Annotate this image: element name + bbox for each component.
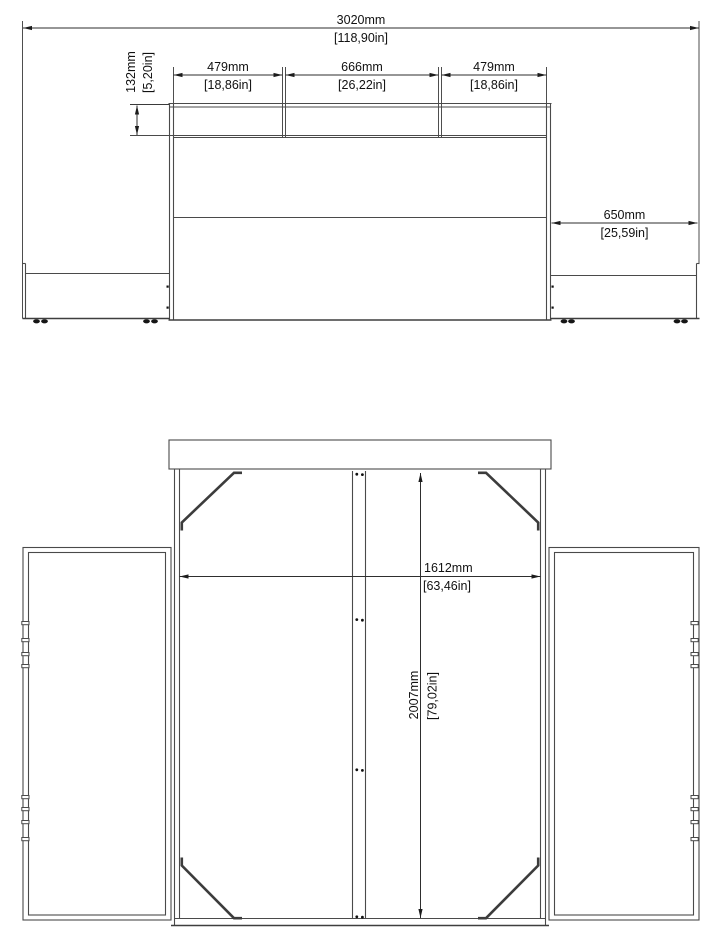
arrowhead-right: [690, 26, 699, 30]
shelf-left-mm-label: 479mm: [207, 60, 249, 74]
hinge-mark: [691, 808, 698, 811]
screw-dot: [361, 916, 364, 919]
caster-wheel: [674, 319, 681, 323]
arrowhead-left: [23, 26, 32, 30]
bed-width-in-label: [63,46in]: [423, 579, 471, 593]
left-door-panel: [22, 548, 171, 921]
door-inner-edge: [555, 553, 694, 916]
fitting-dot: [552, 286, 554, 288]
door-outer-edge: [23, 548, 171, 921]
dimension-shelf-height: [124, 51, 170, 135]
hinge-mark: [691, 622, 698, 625]
screw-dot: [355, 618, 358, 621]
screw-dot: [355, 473, 358, 476]
side-unit-in-label: [25,59in]: [600, 226, 649, 240]
front-view-closed: [23, 13, 700, 323]
fitting-dot: [552, 307, 554, 309]
arrowhead: [442, 73, 451, 77]
arrowhead: [174, 73, 183, 77]
shelf-right-in-label: [18,86in]: [470, 78, 518, 92]
corner-brace-bottom-right: [478, 858, 538, 919]
shelf-center-in-label: [26,22in]: [338, 78, 386, 92]
side-unit-mm-label: 650mm: [603, 208, 646, 222]
right-door-panel: [549, 548, 699, 921]
arrowhead-left: [552, 221, 561, 225]
hinge-mark: [22, 796, 29, 799]
screw-dot: [355, 768, 358, 771]
hinge-mark: [691, 653, 698, 656]
hinge-mark: [691, 665, 698, 668]
shelf-height-mm-label: 132mm: [124, 51, 138, 93]
corner-brace-bottom-left: [182, 858, 242, 919]
screw-dot: [361, 473, 364, 476]
arrowhead-right: [532, 574, 541, 578]
hinge-mark: [22, 838, 29, 841]
hinge-mark: [22, 821, 29, 824]
door-outer-edge: [549, 548, 699, 921]
arrowhead-left: [180, 574, 189, 578]
overall-width-mm-label: 3020mm: [336, 13, 386, 27]
caster-wheel: [143, 319, 150, 323]
caster-wheel: [41, 319, 48, 323]
left-drawer-unit: [23, 264, 170, 324]
overall-width-in-label: [118,90in]: [334, 31, 388, 45]
hinge-mark: [22, 639, 29, 642]
arrowhead-right: [689, 221, 698, 225]
hinge-mark: [22, 808, 29, 811]
hinge-mark: [22, 665, 29, 668]
hinge-mark: [22, 622, 29, 625]
dimension-bed-length: [407, 473, 440, 918]
hinge-mark: [691, 639, 698, 642]
hinge-mark: [691, 821, 698, 824]
arrowhead-down: [418, 909, 422, 918]
hinge-mark: [22, 653, 29, 656]
caster-wheel: [561, 319, 568, 323]
bed-width-mm-label: 1612mm: [424, 561, 473, 575]
shelf-height-in-label: [5,20in]: [141, 51, 155, 94]
caster-wheel: [151, 319, 158, 323]
corner-brace-top-left: [182, 473, 242, 531]
arrowhead-up: [135, 106, 139, 115]
shelf-left-in-label: [18,86in]: [204, 78, 252, 92]
shelf-center-mm-label: 666mm: [341, 60, 383, 74]
headboard-panel: [130, 104, 554, 321]
bed-length-mm-label: 2007mm: [407, 670, 421, 720]
arrowhead-down: [135, 126, 139, 135]
dimension-side-unit-width: [552, 208, 698, 240]
shelf-right-mm-label: 479mm: [473, 60, 515, 74]
hinge-mark: [691, 838, 698, 841]
top-cap-panel: [169, 440, 551, 469]
front-view-open: [22, 440, 699, 926]
caster-wheel: [681, 319, 688, 323]
caster-wheel: [568, 319, 575, 323]
arrowhead: [538, 73, 547, 77]
fitting-dot: [167, 307, 169, 309]
hinge-mark: [691, 796, 698, 799]
arrowhead: [274, 73, 283, 77]
screw-dot: [361, 769, 364, 772]
arrowhead: [430, 73, 439, 77]
caster-wheel: [33, 319, 40, 323]
bed-frame: [171, 469, 549, 926]
arrowhead-up: [418, 473, 422, 482]
corner-brace-top-right: [478, 473, 538, 531]
screw-dot: [361, 619, 364, 622]
screw-dot: [355, 915, 358, 918]
bed-length-in-label: [79,02in]: [425, 672, 440, 720]
door-inner-edge: [29, 553, 166, 916]
dimension-bed-width: [180, 561, 541, 593]
dimension-shelf-sections: [174, 60, 547, 137]
right-drawer-unit: [551, 264, 700, 324]
arrowhead: [286, 73, 295, 77]
fitting-dot: [167, 286, 169, 288]
